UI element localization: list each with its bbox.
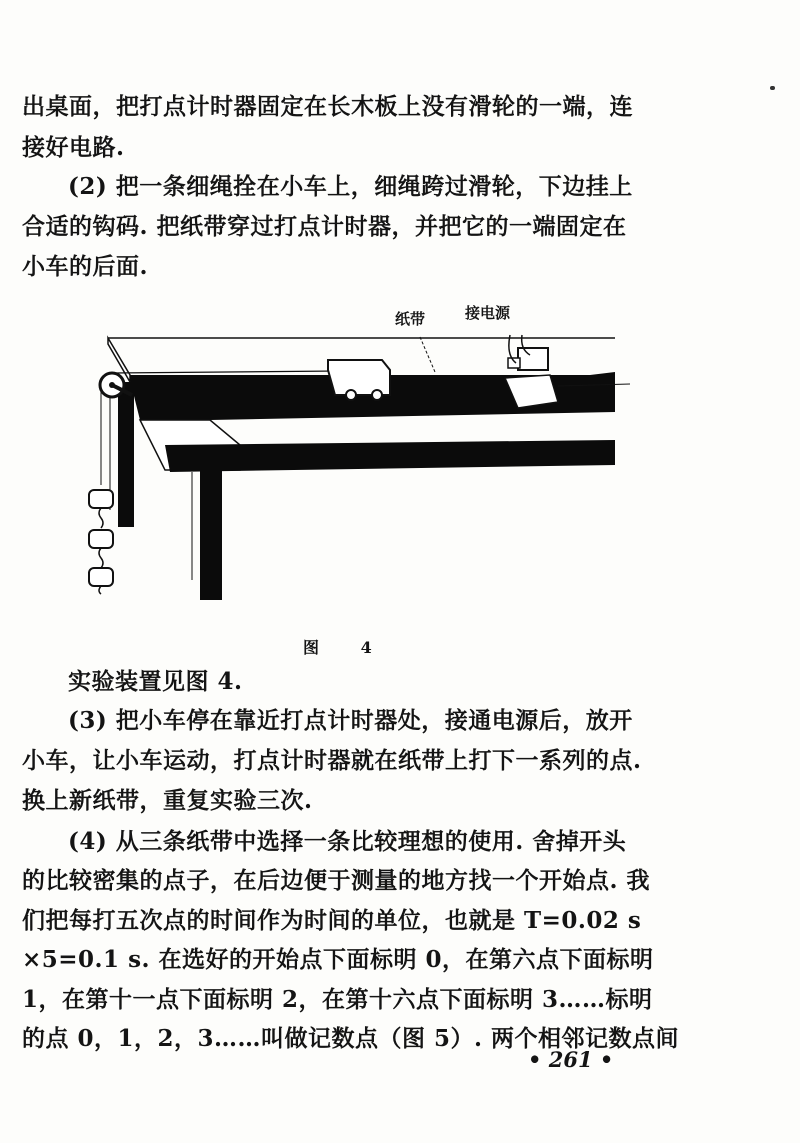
text-line: 小车，让小车运动，打点计时器就在纸带上打下一系列的点. [22, 747, 642, 774]
text-line: (3) 把小车停在靠近打点计时器处，接通电源后，放开 [68, 707, 633, 734]
text-line: (4) 从三条纸带中选择一条比较理想的使用. 舍掉开头 [68, 828, 627, 855]
scan-speck [770, 86, 775, 90]
text-line: (2) 把一条细绳拴在小车上，细绳跨过滑轮，下边挂上 [68, 173, 633, 200]
tape-label: 纸带 [395, 310, 426, 328]
figure-caption: 图 4 [303, 638, 390, 657]
text-line: ×5=0.1 s. 在选好的开始点下面标明 0，在第六点下面标明 [22, 946, 654, 973]
power-label: 接电源 [465, 304, 511, 322]
text-line: 的点 0，1，2，3……叫做记数点（图 5）. 两个相邻记数点间 [22, 1025, 680, 1052]
text-line: 1，在第十一点下面标明 2，在第十六点下面标明 3……标明 [22, 986, 653, 1013]
figure-4-apparatus [70, 300, 630, 620]
text-line: 合适的钩码. 把纸带穿过打点计时器，并把它的一端固定在 [22, 213, 627, 240]
text-line: 出桌面，把打点计时器固定在长木板上没有滑轮的一端，连 [22, 93, 633, 120]
text-line: 接好电路. [22, 134, 125, 161]
text-line: 们把每打五次点的时间作为时间的单位，也就是 T=0.02 s [22, 907, 642, 934]
text-line: 小车的后面. [22, 253, 149, 280]
text-line: 的比较密集的点子，在后边便于测量的地方找一个开始点. 我 [22, 867, 651, 894]
apparatus-diagram [70, 300, 630, 620]
text-line: 实验装置见图 4. [68, 668, 243, 695]
page-number: • 261 • [528, 1047, 614, 1072]
text-line: 换上新纸带，重复实验三次. [22, 787, 313, 814]
